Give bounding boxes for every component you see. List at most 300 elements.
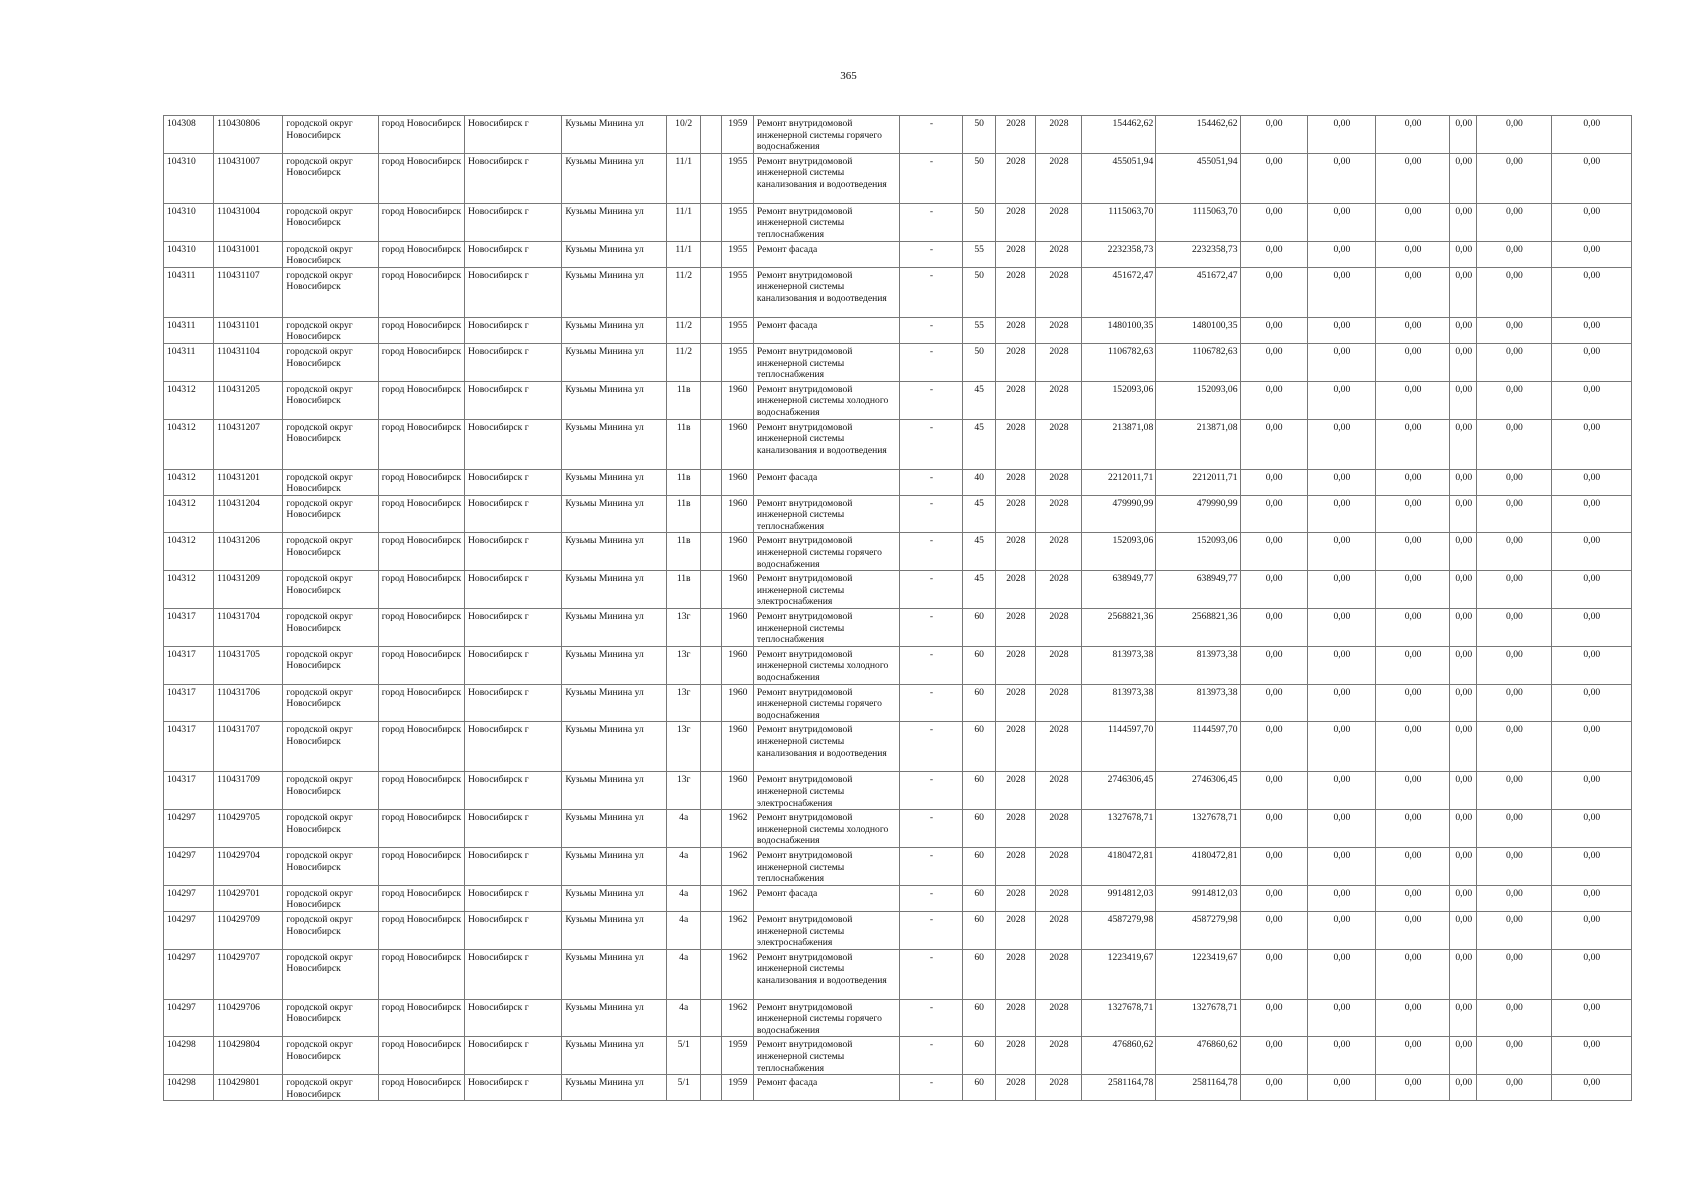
- work-id-cell: 110429801: [214, 1075, 283, 1101]
- building-id-cell: 104297: [164, 911, 214, 949]
- cost-total-cell: 1223419,67: [1082, 949, 1156, 999]
- house-number-cell: 5/1: [666, 1037, 700, 1075]
- amount-a-cell: 0,00: [1240, 381, 1307, 419]
- plan-year-cell: 2028: [995, 1075, 1035, 1101]
- municipal-district-cell: городской округ Новосибирск: [283, 949, 378, 999]
- settlement-cell: город Новосибирск: [378, 267, 464, 317]
- amount-a-cell: 0,00: [1240, 343, 1307, 381]
- table-row: [164, 343, 1632, 381]
- amount-b-cell: 0,00: [1307, 646, 1375, 684]
- amount-c-cell: 0,00: [1375, 241, 1449, 267]
- amount-b-cell: 0,00: [1307, 609, 1375, 647]
- plan-year-cell: 2028: [995, 772, 1035, 810]
- build-year-cell: 1962: [721, 885, 753, 911]
- locality-cell: Новосибирск г: [464, 810, 561, 848]
- street-cell: Кузьмы Минина ул: [562, 1037, 666, 1075]
- build-year-cell: 1955: [721, 267, 753, 317]
- finish-year-cell: 2028: [1035, 267, 1081, 317]
- settlement-cell: город Новосибирск: [378, 153, 464, 203]
- settlement-cell: город Новосибирск: [378, 949, 464, 999]
- table-row: [164, 1075, 1632, 1101]
- amount-a-cell: 0,00: [1240, 241, 1307, 267]
- wear-percent-cell: 50: [962, 343, 995, 381]
- finish-year-cell: 2028: [1035, 911, 1081, 949]
- settlement-cell: город Новосибирск: [378, 469, 464, 495]
- amount-a-cell: 0,00: [1240, 810, 1307, 848]
- finish-year-cell: 2028: [1035, 116, 1081, 154]
- street-cell: Кузьмы Минина ул: [562, 267, 666, 317]
- plan-year-cell: 2028: [995, 116, 1035, 154]
- amount-c-cell: 0,00: [1375, 999, 1449, 1037]
- wear-percent-cell: 45: [962, 381, 995, 419]
- dash-col-cell: -: [900, 772, 962, 810]
- house-number-cell: 13г: [666, 609, 700, 647]
- house-number-cell: 11в: [666, 381, 700, 419]
- locality-cell: Новосибирск г: [464, 153, 561, 203]
- settlement-cell: город Новосибирск: [378, 1037, 464, 1075]
- table-row: [164, 949, 1632, 999]
- finish-year-cell: 2028: [1035, 495, 1081, 533]
- build-year-cell: 1955: [721, 153, 753, 203]
- locality-cell: Новосибирск г: [464, 419, 561, 469]
- finish-year-cell: 2028: [1035, 885, 1081, 911]
- cost-fund-cell: 2581164,78: [1156, 1075, 1240, 1101]
- amount-f-cell: 0,00: [1551, 153, 1631, 203]
- work-type-cell: Ремонт внутридомовой инженерной системы холодного водоснабжения: [753, 646, 899, 684]
- plan-year-cell: 2028: [995, 267, 1035, 317]
- building-letter-cell: [700, 885, 721, 911]
- work-type-cell: Ремонт внутридомовой инженерной системы канализования и водоотведения: [753, 722, 899, 772]
- amount-f-cell: 0,00: [1551, 722, 1631, 772]
- plan-year-cell: 2028: [995, 722, 1035, 772]
- build-year-cell: 1960: [721, 609, 753, 647]
- wear-percent-cell: 60: [962, 772, 995, 810]
- amount-c-cell: 0,00: [1375, 810, 1449, 848]
- dash-col-cell: -: [900, 949, 962, 999]
- building-id-cell: 104312: [164, 533, 214, 571]
- amount-a-cell: 0,00: [1240, 203, 1307, 241]
- amount-d-cell: 0,00: [1450, 911, 1477, 949]
- work-type-cell: Ремонт внутридомовой инженерной системы электроснабжения: [753, 772, 899, 810]
- amount-a-cell: 0,00: [1240, 949, 1307, 999]
- municipal-district-cell: городской округ Новосибирск: [283, 999, 378, 1037]
- dash-col-cell: -: [900, 203, 962, 241]
- build-year-cell: 1962: [721, 847, 753, 885]
- settlement-cell: город Новосибирск: [378, 609, 464, 647]
- work-id-cell: 110431201: [214, 469, 283, 495]
- building-id-cell: 104317: [164, 684, 214, 722]
- build-year-cell: 1962: [721, 999, 753, 1037]
- municipal-district-cell: городской округ Новосибирск: [283, 533, 378, 571]
- amount-b-cell: 0,00: [1307, 885, 1375, 911]
- amount-c-cell: 0,00: [1375, 203, 1449, 241]
- cost-total-cell: 9914812,03: [1082, 885, 1156, 911]
- street-cell: Кузьмы Минина ул: [562, 533, 666, 571]
- table-row: [164, 847, 1632, 885]
- amount-f-cell: 0,00: [1551, 772, 1631, 810]
- building-letter-cell: [700, 317, 721, 343]
- finish-year-cell: 2028: [1035, 317, 1081, 343]
- amount-c-cell: 0,00: [1375, 469, 1449, 495]
- work-id-cell: 110431705: [214, 646, 283, 684]
- house-number-cell: 11/1: [666, 153, 700, 203]
- locality-cell: Новосибирск г: [464, 533, 561, 571]
- build-year-cell: 1960: [721, 571, 753, 609]
- amount-d-cell: 0,00: [1450, 609, 1477, 647]
- amount-a-cell: 0,00: [1240, 1037, 1307, 1075]
- page-number: 365: [840, 70, 857, 82]
- settlement-cell: город Новосибирск: [378, 810, 464, 848]
- building-id-cell: 104317: [164, 646, 214, 684]
- building-id-cell: 104317: [164, 609, 214, 647]
- amount-e-cell: 0,00: [1477, 810, 1551, 848]
- cost-fund-cell: 1106782,63: [1156, 343, 1240, 381]
- amount-d-cell: 0,00: [1450, 885, 1477, 911]
- amount-e-cell: 0,00: [1477, 609, 1551, 647]
- cost-fund-cell: 2746306,45: [1156, 772, 1240, 810]
- locality-cell: Новосибирск г: [464, 885, 561, 911]
- amount-a-cell: 0,00: [1240, 116, 1307, 154]
- finish-year-cell: 2028: [1035, 1037, 1081, 1075]
- work-id-cell: 110431704: [214, 609, 283, 647]
- cost-total-cell: 1106782,63: [1082, 343, 1156, 381]
- amount-f-cell: 0,00: [1551, 847, 1631, 885]
- building-letter-cell: [700, 203, 721, 241]
- building-id-cell: 104297: [164, 847, 214, 885]
- street-cell: Кузьмы Минина ул: [562, 1075, 666, 1101]
- table-row: [164, 646, 1632, 684]
- building-id-cell: 104311: [164, 317, 214, 343]
- dash-col-cell: -: [900, 1075, 962, 1101]
- build-year-cell: 1959: [721, 116, 753, 154]
- amount-f-cell: 0,00: [1551, 533, 1631, 571]
- locality-cell: Новосибирск г: [464, 116, 561, 154]
- work-type-cell: Ремонт фасада: [753, 885, 899, 911]
- building-id-cell: 104308: [164, 116, 214, 154]
- dash-col-cell: -: [900, 847, 962, 885]
- settlement-cell: город Новосибирск: [378, 343, 464, 381]
- cost-total-cell: 1327678,71: [1082, 999, 1156, 1037]
- table-row: [164, 1037, 1632, 1075]
- amount-b-cell: 0,00: [1307, 469, 1375, 495]
- amount-b-cell: 0,00: [1307, 241, 1375, 267]
- finish-year-cell: 2028: [1035, 533, 1081, 571]
- amount-c-cell: 0,00: [1375, 646, 1449, 684]
- wear-percent-cell: 60: [962, 1037, 995, 1075]
- amount-c-cell: 0,00: [1375, 722, 1449, 772]
- building-letter-cell: [700, 609, 721, 647]
- amount-d-cell: 0,00: [1450, 684, 1477, 722]
- cost-total-cell: 813973,38: [1082, 646, 1156, 684]
- work-id-cell: 110430806: [214, 116, 283, 154]
- cost-total-cell: 1144597,70: [1082, 722, 1156, 772]
- house-number-cell: 13г: [666, 722, 700, 772]
- amount-f-cell: 0,00: [1551, 949, 1631, 999]
- cost-fund-cell: 813973,38: [1156, 684, 1240, 722]
- amount-e-cell: 0,00: [1477, 203, 1551, 241]
- building-letter-cell: [700, 911, 721, 949]
- amount-a-cell: 0,00: [1240, 684, 1307, 722]
- dash-col-cell: -: [900, 999, 962, 1037]
- amount-a-cell: 0,00: [1240, 722, 1307, 772]
- finish-year-cell: 2028: [1035, 241, 1081, 267]
- wear-percent-cell: 60: [962, 847, 995, 885]
- amount-b-cell: 0,00: [1307, 495, 1375, 533]
- street-cell: Кузьмы Минина ул: [562, 772, 666, 810]
- building-id-cell: 104312: [164, 495, 214, 533]
- municipal-district-cell: городской округ Новосибирск: [283, 203, 378, 241]
- work-id-cell: 110431206: [214, 533, 283, 571]
- amount-d-cell: 0,00: [1450, 1075, 1477, 1101]
- amount-b-cell: 0,00: [1307, 1037, 1375, 1075]
- cost-total-cell: 2212011,71: [1082, 469, 1156, 495]
- amount-d-cell: 0,00: [1450, 419, 1477, 469]
- plan-year-cell: 2028: [995, 241, 1035, 267]
- settlement-cell: город Новосибирск: [378, 203, 464, 241]
- amount-d-cell: 0,00: [1450, 949, 1477, 999]
- building-letter-cell: [700, 722, 721, 772]
- amount-a-cell: 0,00: [1240, 609, 1307, 647]
- house-number-cell: 13г: [666, 684, 700, 722]
- table-row: [164, 203, 1632, 241]
- amount-a-cell: 0,00: [1240, 533, 1307, 571]
- work-id-cell: 110429706: [214, 999, 283, 1037]
- building-id-cell: 104298: [164, 1075, 214, 1101]
- work-type-cell: Ремонт внутридомовой инженерной системы электроснабжения: [753, 571, 899, 609]
- house-number-cell: 4а: [666, 911, 700, 949]
- plan-year-cell: 2028: [995, 609, 1035, 647]
- work-type-cell: Ремонт фасада: [753, 241, 899, 267]
- amount-e-cell: 0,00: [1477, 495, 1551, 533]
- cost-total-cell: 2746306,45: [1082, 772, 1156, 810]
- dash-col-cell: -: [900, 116, 962, 154]
- building-id-cell: 104297: [164, 885, 214, 911]
- amount-a-cell: 0,00: [1240, 772, 1307, 810]
- building-letter-cell: [700, 495, 721, 533]
- work-id-cell: 110431207: [214, 419, 283, 469]
- building-letter-cell: [700, 153, 721, 203]
- amount-b-cell: 0,00: [1307, 116, 1375, 154]
- amount-b-cell: 0,00: [1307, 419, 1375, 469]
- house-number-cell: 13г: [666, 772, 700, 810]
- cost-total-cell: 152093,06: [1082, 533, 1156, 571]
- building-letter-cell: [700, 241, 721, 267]
- amount-a-cell: 0,00: [1240, 847, 1307, 885]
- locality-cell: Новосибирск г: [464, 267, 561, 317]
- table-row: [164, 495, 1632, 533]
- locality-cell: Новосибирск г: [464, 343, 561, 381]
- amount-c-cell: 0,00: [1375, 1037, 1449, 1075]
- amount-c-cell: 0,00: [1375, 533, 1449, 571]
- street-cell: Кузьмы Минина ул: [562, 609, 666, 647]
- amount-a-cell: 0,00: [1240, 646, 1307, 684]
- locality-cell: Новосибирск г: [464, 949, 561, 999]
- dash-col-cell: -: [900, 1037, 962, 1075]
- house-number-cell: 10/2: [666, 116, 700, 154]
- dash-col-cell: -: [900, 241, 962, 267]
- amount-c-cell: 0,00: [1375, 609, 1449, 647]
- amount-c-cell: 0,00: [1375, 267, 1449, 317]
- amount-f-cell: 0,00: [1551, 381, 1631, 419]
- build-year-cell: 1962: [721, 911, 753, 949]
- finish-year-cell: 2028: [1035, 153, 1081, 203]
- table-row: [164, 419, 1632, 469]
- amount-a-cell: 0,00: [1240, 469, 1307, 495]
- amount-e-cell: 0,00: [1477, 469, 1551, 495]
- building-letter-cell: [700, 469, 721, 495]
- wear-percent-cell: 50: [962, 267, 995, 317]
- amount-c-cell: 0,00: [1375, 949, 1449, 999]
- locality-cell: Новосибирск г: [464, 609, 561, 647]
- amount-f-cell: 0,00: [1551, 885, 1631, 911]
- amount-a-cell: 0,00: [1240, 885, 1307, 911]
- amount-f-cell: 0,00: [1551, 116, 1631, 154]
- municipal-district-cell: городской округ Новосибирск: [283, 609, 378, 647]
- work-id-cell: 110429704: [214, 847, 283, 885]
- plan-year-cell: 2028: [995, 533, 1035, 571]
- locality-cell: Новосибирск г: [464, 722, 561, 772]
- work-type-cell: Ремонт внутридомовой инженерной системы канализования и водоотведения: [753, 267, 899, 317]
- street-cell: Кузьмы Минина ул: [562, 571, 666, 609]
- amount-e-cell: 0,00: [1477, 684, 1551, 722]
- finish-year-cell: 2028: [1035, 646, 1081, 684]
- build-year-cell: 1960: [721, 495, 753, 533]
- street-cell: Кузьмы Минина ул: [562, 203, 666, 241]
- municipal-district-cell: городской округ Новосибирск: [283, 772, 378, 810]
- table-row: [164, 999, 1632, 1037]
- work-id-cell: 110431104: [214, 343, 283, 381]
- cost-total-cell: 154462,62: [1082, 116, 1156, 154]
- locality-cell: Новосибирск г: [464, 571, 561, 609]
- building-id-cell: 104317: [164, 722, 214, 772]
- build-year-cell: 1959: [721, 1075, 753, 1101]
- work-type-cell: Ремонт внутридомовой инженерной системы канализования и водоотведения: [753, 153, 899, 203]
- work-id-cell: 110431707: [214, 722, 283, 772]
- building-letter-cell: [700, 646, 721, 684]
- amount-c-cell: 0,00: [1375, 495, 1449, 533]
- amount-e-cell: 0,00: [1477, 949, 1551, 999]
- amount-e-cell: 0,00: [1477, 999, 1551, 1037]
- house-number-cell: 4а: [666, 949, 700, 999]
- wear-percent-cell: 45: [962, 533, 995, 571]
- table-row: [164, 267, 1632, 317]
- building-id-cell: 104297: [164, 999, 214, 1037]
- work-type-cell: Ремонт внутридомовой инженерной системы канализования и водоотведения: [753, 419, 899, 469]
- amount-f-cell: 0,00: [1551, 317, 1631, 343]
- finish-year-cell: 2028: [1035, 772, 1081, 810]
- amount-b-cell: 0,00: [1307, 999, 1375, 1037]
- building-letter-cell: [700, 1075, 721, 1101]
- build-year-cell: 1962: [721, 810, 753, 848]
- amount-e-cell: 0,00: [1477, 267, 1551, 317]
- locality-cell: Новосибирск г: [464, 847, 561, 885]
- amount-a-cell: 0,00: [1240, 267, 1307, 317]
- amount-b-cell: 0,00: [1307, 684, 1375, 722]
- amount-d-cell: 0,00: [1450, 469, 1477, 495]
- street-cell: Кузьмы Минина ул: [562, 317, 666, 343]
- amount-c-cell: 0,00: [1375, 381, 1449, 419]
- municipal-district-cell: городской округ Новосибирск: [283, 885, 378, 911]
- plan-year-cell: 2028: [995, 203, 1035, 241]
- cost-total-cell: 2568821,36: [1082, 609, 1156, 647]
- cost-fund-cell: 1223419,67: [1156, 949, 1240, 999]
- settlement-cell: город Новосибирск: [378, 911, 464, 949]
- dash-col-cell: -: [900, 381, 962, 419]
- amount-e-cell: 0,00: [1477, 241, 1551, 267]
- table-row: [164, 469, 1632, 495]
- building-letter-cell: [700, 571, 721, 609]
- wear-percent-cell: 40: [962, 469, 995, 495]
- municipal-district-cell: городской округ Новосибирск: [283, 847, 378, 885]
- table-row: [164, 116, 1632, 154]
- amount-b-cell: 0,00: [1307, 343, 1375, 381]
- cost-fund-cell: 154462,62: [1156, 116, 1240, 154]
- plan-year-cell: 2028: [995, 153, 1035, 203]
- table-row: [164, 885, 1632, 911]
- build-year-cell: 1960: [721, 684, 753, 722]
- house-number-cell: 11в: [666, 419, 700, 469]
- settlement-cell: город Новосибирск: [378, 419, 464, 469]
- amount-d-cell: 0,00: [1450, 267, 1477, 317]
- house-number-cell: 11в: [666, 469, 700, 495]
- locality-cell: Новосибирск г: [464, 1037, 561, 1075]
- amount-d-cell: 0,00: [1450, 203, 1477, 241]
- street-cell: Кузьмы Минина ул: [562, 469, 666, 495]
- amount-f-cell: 0,00: [1551, 911, 1631, 949]
- wear-percent-cell: 50: [962, 153, 995, 203]
- finish-year-cell: 2028: [1035, 419, 1081, 469]
- dash-col-cell: -: [900, 810, 962, 848]
- work-id-cell: 110429705: [214, 810, 283, 848]
- amount-f-cell: 0,00: [1551, 810, 1631, 848]
- finish-year-cell: 2028: [1035, 571, 1081, 609]
- locality-cell: Новосибирск г: [464, 1075, 561, 1101]
- work-type-cell: Ремонт внутридомовой инженерной системы теплоснабжения: [753, 847, 899, 885]
- amount-a-cell: 0,00: [1240, 495, 1307, 533]
- amount-d-cell: 0,00: [1450, 847, 1477, 885]
- municipal-district-cell: городской округ Новосибирск: [283, 1037, 378, 1075]
- amount-e-cell: 0,00: [1477, 533, 1551, 571]
- building-id-cell: 104312: [164, 571, 214, 609]
- amount-b-cell: 0,00: [1307, 1075, 1375, 1101]
- municipal-district-cell: городской округ Новосибирск: [283, 381, 378, 419]
- amount-f-cell: 0,00: [1551, 241, 1631, 267]
- plan-year-cell: 2028: [995, 469, 1035, 495]
- amount-f-cell: 0,00: [1551, 1075, 1631, 1101]
- amount-b-cell: 0,00: [1307, 810, 1375, 848]
- dash-col-cell: -: [900, 267, 962, 317]
- build-year-cell: 1955: [721, 203, 753, 241]
- street-cell: Кузьмы Минина ул: [562, 911, 666, 949]
- work-type-cell: Ремонт внутридомовой инженерной системы теплоснабжения: [753, 495, 899, 533]
- amount-c-cell: 0,00: [1375, 153, 1449, 203]
- dash-col-cell: -: [900, 885, 962, 911]
- cost-fund-cell: 1327678,71: [1156, 810, 1240, 848]
- finish-year-cell: 2028: [1035, 999, 1081, 1037]
- amount-d-cell: 0,00: [1450, 1037, 1477, 1075]
- work-type-cell: Ремонт фасада: [753, 317, 899, 343]
- work-id-cell: 110431204: [214, 495, 283, 533]
- amount-f-cell: 0,00: [1551, 999, 1631, 1037]
- cost-total-cell: 4180472,81: [1082, 847, 1156, 885]
- work-id-cell: 110431706: [214, 684, 283, 722]
- amount-d-cell: 0,00: [1450, 810, 1477, 848]
- work-type-cell: Ремонт внутридомовой инженерной системы горячего водоснабжения: [753, 999, 899, 1037]
- street-cell: Кузьмы Минина ул: [562, 847, 666, 885]
- amount-b-cell: 0,00: [1307, 203, 1375, 241]
- amount-c-cell: 0,00: [1375, 847, 1449, 885]
- amount-d-cell: 0,00: [1450, 772, 1477, 810]
